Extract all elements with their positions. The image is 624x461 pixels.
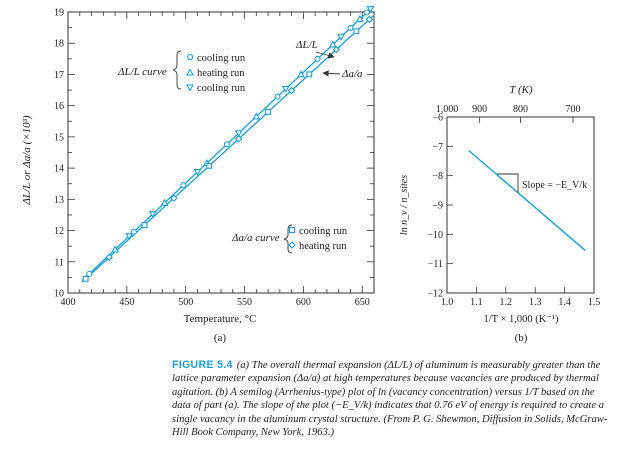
dl-legend-title: ΔL/L curve bbox=[118, 66, 167, 78]
x-tick-label: 500 bbox=[178, 297, 194, 308]
circle-marker bbox=[87, 271, 92, 276]
top-tick-label: 900 bbox=[472, 104, 488, 115]
square-marker bbox=[83, 276, 88, 281]
legend-square-marker bbox=[290, 228, 295, 233]
top-tick-label: 800 bbox=[513, 104, 528, 115]
top-tick-label: 1,000 bbox=[435, 104, 459, 115]
y-tick-label: −8 bbox=[432, 171, 443, 183]
panel-a-y-tick-labels bbox=[54, 8, 64, 300]
panel-b-ticks bbox=[447, 117, 594, 293]
y-tick-label: 11 bbox=[54, 257, 64, 269]
x-tick-label: 1.4 bbox=[558, 297, 571, 308]
y-tick-label: 16 bbox=[54, 101, 64, 113]
panel-b-x-axis-label: 1/T × 1,000 (K⁻¹) bbox=[483, 314, 559, 325]
da-legend-item-1: cooling run bbox=[299, 226, 348, 237]
x-tick-label: 1.1 bbox=[470, 297, 483, 308]
panel-a-x-axis-label: Temperature, °C bbox=[183, 313, 257, 325]
circle-marker bbox=[275, 94, 280, 99]
circle-marker bbox=[224, 142, 229, 147]
x-tick-label: 1.3 bbox=[528, 297, 542, 308]
panel-b-x-tick-labels bbox=[441, 297, 601, 308]
y-tick-label: 14 bbox=[54, 163, 64, 175]
da-legend-item-2: heating run bbox=[299, 241, 347, 252]
panel-a-y-axis-label: ΔL/L or Δa/a (×10³) bbox=[21, 115, 33, 205]
y-tick-label: −12 bbox=[427, 288, 443, 300]
panel-a-panel-label: (a) bbox=[213, 332, 227, 344]
circle-marker bbox=[364, 10, 369, 15]
y-tick-label: −9 bbox=[432, 200, 443, 212]
panel-a-chart bbox=[21, 6, 374, 344]
square-marker bbox=[207, 163, 212, 168]
y-tick-label: −7 bbox=[432, 141, 443, 153]
dl-legend-item-2: heating run bbox=[197, 68, 245, 79]
slope-label: Slope = −E_V/k bbox=[522, 180, 588, 191]
circle-marker bbox=[181, 183, 186, 188]
panel-b-top-tick-labels bbox=[436, 104, 581, 115]
dl-arrow-label: ΔL/L bbox=[296, 39, 318, 51]
x-tick-label: 650 bbox=[354, 297, 370, 308]
square-marker bbox=[354, 29, 359, 34]
caption-text: (a) The overall thermal expansion (ΔL/L) of aluminum is measurably greater than the lattice parameter expansion (Δa/a) at high temperatures because vacancies are produced by thermal agitation. (b) A semilog (Arrhenius-type) plot of ln (vacancy concentration) versus 1/T based on the data of part (a). The slope of the plot (−E_V/k) indicates that 0.76 eV of energy is required to create a single vacancy in the aluminum crystal structure. (From P. G. Shewmon, Diffusion in Solids, McGraw-Hill Book Company, New York, 1963.) bbox=[172, 360, 608, 439]
dl-arrow-annotation bbox=[295, 39, 334, 57]
figure-caption bbox=[172, 359, 612, 439]
da-legend-brace bbox=[284, 225, 292, 253]
y-tick-label: 10 bbox=[54, 288, 64, 300]
legend-circle-marker bbox=[187, 54, 192, 59]
y-tick-label: 15 bbox=[54, 132, 64, 144]
arrhenius-series-line bbox=[469, 151, 588, 251]
top-tick-label: 700 bbox=[565, 104, 581, 115]
x-tick-label: 1.5 bbox=[587, 297, 601, 308]
panel-b-y-axis-label: ln n_v / n_sites bbox=[399, 174, 410, 236]
dl-legend-item-1: cooling run bbox=[197, 53, 246, 64]
circle-marker bbox=[348, 25, 353, 30]
x-tick-label: 550 bbox=[237, 297, 253, 308]
y-tick-label: 19 bbox=[54, 7, 64, 19]
panel-b-chart bbox=[399, 84, 600, 344]
dl-legend-brace bbox=[173, 51, 181, 89]
y-tick-label: −11 bbox=[427, 259, 443, 271]
x-tick-label: 400 bbox=[60, 297, 76, 308]
panel-b-panel-label: (b) bbox=[514, 332, 528, 344]
legend-triangle-down-marker bbox=[187, 85, 193, 91]
da-arrow bbox=[323, 73, 340, 74]
figure-label: FIGURE 5.4 bbox=[172, 359, 233, 371]
x-tick-label: 1.0 bbox=[440, 297, 454, 308]
y-tick-label: 12 bbox=[54, 226, 64, 238]
da-arrow-label: Δa/a bbox=[342, 68, 363, 80]
dl-legend bbox=[117, 51, 246, 94]
square-marker bbox=[307, 72, 312, 77]
circle-marker bbox=[315, 56, 320, 61]
x-tick-label: 1.2 bbox=[499, 297, 513, 308]
panel-b-y-tick-labels bbox=[427, 113, 443, 300]
x-tick-label: 450 bbox=[119, 297, 135, 308]
da-legend bbox=[231, 225, 348, 253]
da-arrow-annotation bbox=[323, 68, 363, 80]
panel-b-frame bbox=[447, 117, 594, 293]
y-tick-label: −10 bbox=[427, 229, 443, 241]
dl-legend-item-3: cooling run bbox=[197, 83, 246, 94]
panel-b-top-axis-label: T (K) bbox=[509, 84, 533, 96]
x-tick-label: 600 bbox=[295, 297, 311, 308]
legend-diamond-marker bbox=[289, 242, 295, 248]
y-tick-label: 18 bbox=[54, 38, 64, 50]
y-tick-label: 13 bbox=[54, 194, 64, 206]
panel-b-series-lines bbox=[469, 151, 588, 251]
da-legend-title: Δa/a curve bbox=[232, 232, 280, 244]
y-tick-label: −6 bbox=[432, 112, 443, 124]
y-tick-label: 17 bbox=[54, 69, 64, 81]
panel-a-x-tick-labels bbox=[61, 297, 370, 308]
square-marker bbox=[266, 110, 271, 115]
legend-triangle-up-marker bbox=[187, 70, 193, 76]
square-marker bbox=[142, 223, 147, 228]
